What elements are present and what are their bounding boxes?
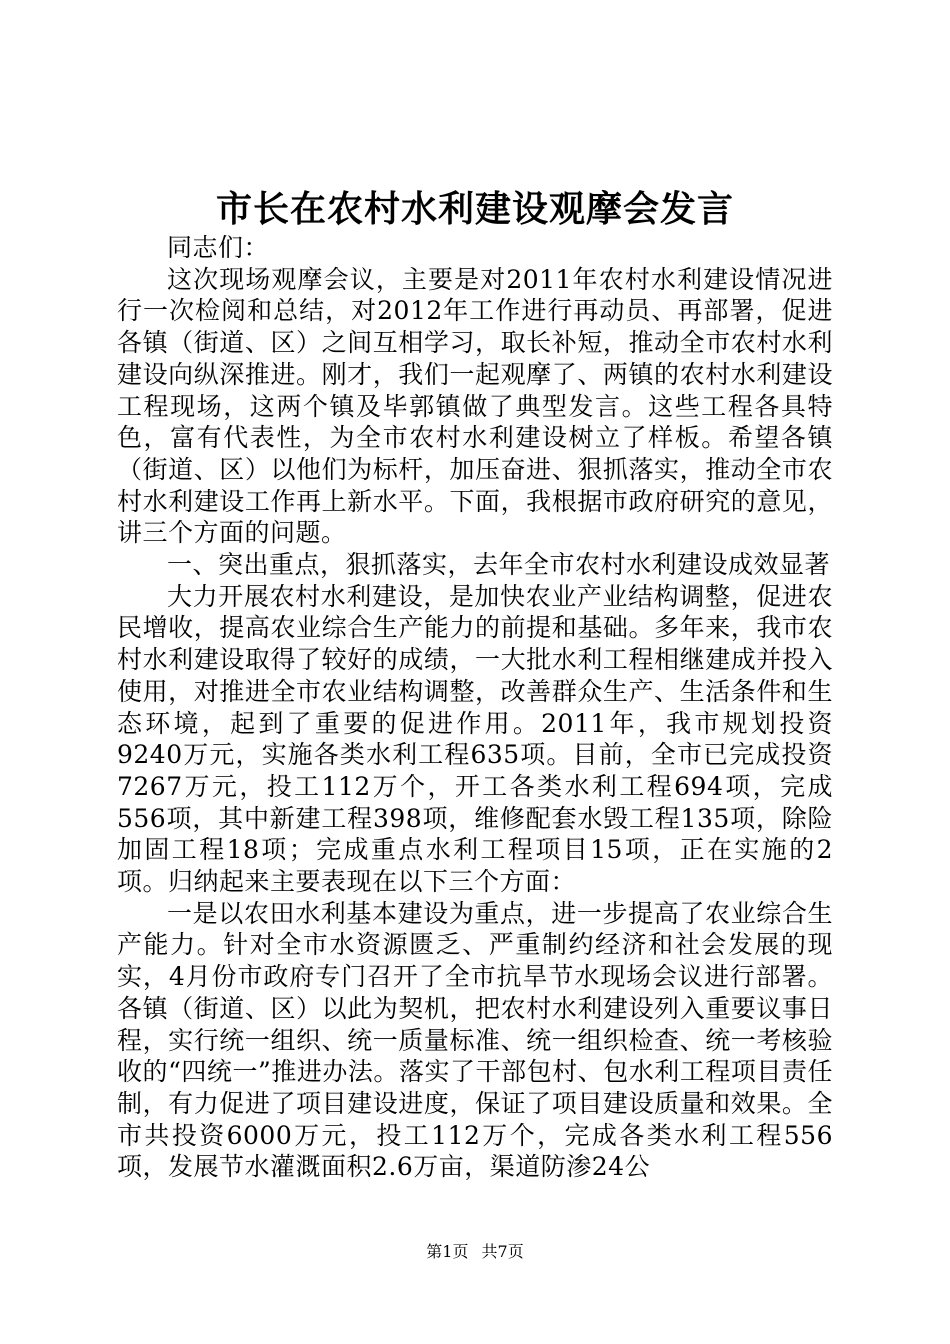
page-number: 第1页 [426,1242,469,1261]
document-title: 市长在农村水利建设观摩会发言 [215,188,734,230]
body-paragraph: 一是以农田水利基本建设为重点，进一步提高了农业综合生产能力。针对全市水资源匮乏、严重制约经济和社会发展的现实，4月份市政府专门召开了全市抗旱节水现场会议进行部署。各镇（街道、区）以此为契机，把农村水利建设列入重要议事日程，实行统一组织、统一质量标准、统一组织检查、统一考核验收的“四统一”推进办法。落实了干部包村、包水利工程项目责任制，有力促进了项目建设进度，保证了项目建设质量和效果。全市共投资6000万元，投工112万个，完成各类水利工程556项，发展节水灌溉面积2.6万亩，渠道防渗24公 [117,898,833,1182]
intro-paragraph: 这次现场观摩会议，主要是对2011年农村水利建设情况进行一次检阅和总结，对2012年工作进行再动员、再部署，促进各镇（街道、区）之间互相学习，取长补短，推动全市农村水利建设向纵深推进。刚才，我们一起观摩了、两镇的农村水利建设工程现场，这两个镇及毕郭镇做了典型发言。这些工程各具特色，富有代表性，为全市农村水利建设树立了样板。希望各镇（街道、区）以他们为标杆，加压奋进、狠抓落实，推动全市农村水利建设工作再上新水平。下面，我根据市政府研究的意见，讲三个方面的问题。 [117,264,833,548]
page-total: 共7页 [481,1242,524,1261]
section-heading: 一、突出重点，狠抓落实，去年全市农村水利建设成效显著 [167,550,831,580]
page-footer [0,1240,950,1264]
body-paragraph: 大力开展农村水利建设，是加快农业产业结构调整，促进农民增收，提高农业综合生产能力的前提和基础。多年来，我市农村水利建设取得了较好的成绩，一大批水利工程相继建成并投入使用，对推进全市农业结构调整，改善群众生产、生活条件和生态环境，起到了重要的促进作用。2011年，我市规划投资9240万元，实施各类水利工程635项。目前，全市已完成投资7267万元，投工112万个，开工各类水利工程694项，完成556项，其中新建工程398项，维修配套水毁工程135项，除险加固工程18项；完成重点水利工程项目15项，正在实施的2项。归纳起来主要表现在以下三个方面： [117,581,833,897]
salutation-paragraph: 同志们： [167,233,270,262]
document-body [117,232,833,1183]
